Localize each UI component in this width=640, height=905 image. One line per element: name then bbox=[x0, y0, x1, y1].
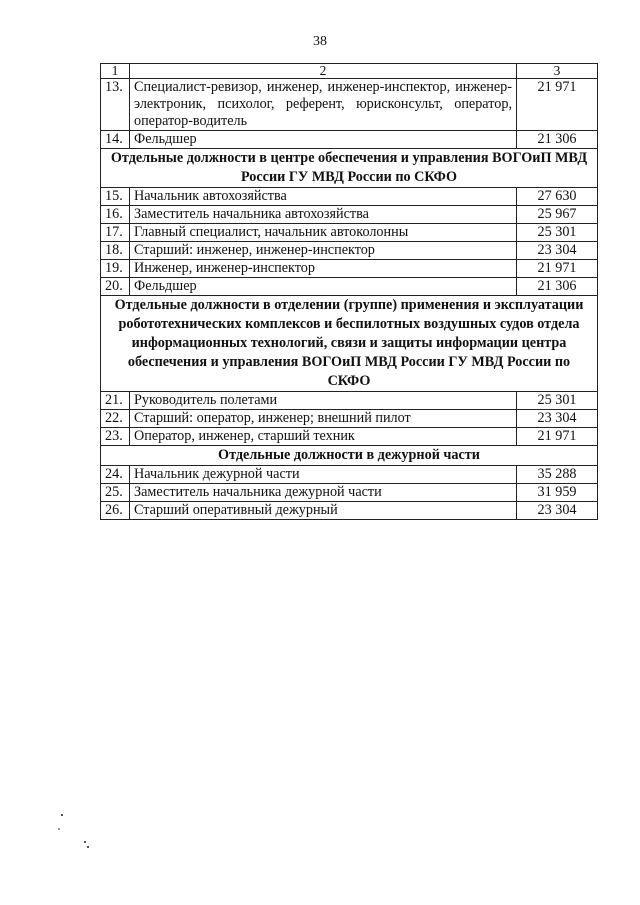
row-number: 22. bbox=[101, 410, 130, 428]
salary-value: 21 971 bbox=[517, 79, 598, 131]
table-row bbox=[101, 484, 598, 502]
table-row bbox=[101, 502, 598, 520]
scan-speck bbox=[84, 841, 86, 843]
position-title: Специалист-ревизор, инженер, инженер-инспектор, инженер-электроник, психолог, референт, юрисконсульт, оператор, оператор-водитель bbox=[130, 79, 517, 131]
position-title: Старший: инженер, инженер-инспектор bbox=[130, 242, 517, 260]
table-row bbox=[101, 410, 598, 428]
table-header-row bbox=[101, 64, 598, 79]
row-number: 15. bbox=[101, 188, 130, 206]
position-title: Заместитель начальника автохозяйства bbox=[130, 206, 517, 224]
position-title: Руководитель полетами bbox=[130, 392, 517, 410]
column-header-1: 1 bbox=[101, 64, 130, 79]
table-row bbox=[101, 278, 598, 296]
section-title: Отдельные должности в дежурной части bbox=[101, 446, 598, 466]
row-number: 17. bbox=[101, 224, 130, 242]
position-title: Фельдшер bbox=[130, 131, 517, 149]
position-title: Инженер, инженер-инспектор bbox=[130, 260, 517, 278]
page-number: 38 bbox=[313, 34, 327, 49]
section-header-row bbox=[101, 296, 598, 392]
section-title: Отдельные должности в отделении (группе) применения и эксплуатации робототехнических комплексов и беспилотных воздушных судов отдела информационных технологий, связи и защиты информации центра обеспечения и управления ВОГОиП МВД России ГУ МВД России по СКФО bbox=[101, 296, 598, 392]
salary-value: 25 301 bbox=[517, 392, 598, 410]
section-title: Отдельные должности в центре обеспечения и управления ВОГОиП МВД России ГУ МВД России по СКФО bbox=[101, 149, 598, 188]
column-header-2: 2 bbox=[130, 64, 517, 79]
salary-value: 35 288 bbox=[517, 466, 598, 484]
row-number: 21. bbox=[101, 392, 130, 410]
row-number: 24. bbox=[101, 466, 130, 484]
table-row bbox=[101, 224, 598, 242]
salary-table bbox=[100, 63, 598, 520]
salary-value: 21 971 bbox=[517, 260, 598, 278]
salary-value: 21 971 bbox=[517, 428, 598, 446]
scan-speck bbox=[58, 828, 60, 830]
position-title: Старший оперативный дежурный bbox=[130, 502, 517, 520]
salary-value: 25 967 bbox=[517, 206, 598, 224]
salary-value: 25 301 bbox=[517, 224, 598, 242]
table-row bbox=[101, 260, 598, 278]
position-title: Оператор, инженер, старший техник bbox=[130, 428, 517, 446]
table-row bbox=[101, 206, 598, 224]
position-title: Фельдшер bbox=[130, 278, 517, 296]
table-row bbox=[101, 188, 598, 206]
table-row bbox=[101, 428, 598, 446]
salary-value: 23 304 bbox=[517, 410, 598, 428]
section-header-row bbox=[101, 149, 598, 188]
row-number: 14. bbox=[101, 131, 130, 149]
table-row bbox=[101, 79, 598, 131]
row-number: 26. bbox=[101, 502, 130, 520]
scan-speck bbox=[87, 846, 89, 848]
row-number: 13. bbox=[101, 79, 130, 131]
position-title: Старший: оператор, инженер; внешний пилот bbox=[130, 410, 517, 428]
section-header-row bbox=[101, 446, 598, 466]
position-title: Начальник дежурной части bbox=[130, 466, 517, 484]
table-row bbox=[101, 466, 598, 484]
salary-value: 23 304 bbox=[517, 242, 598, 260]
salary-value: 27 630 bbox=[517, 188, 598, 206]
row-number: 18. bbox=[101, 242, 130, 260]
position-title: Главный специалист, начальник автоколонны bbox=[130, 224, 517, 242]
row-number: 25. bbox=[101, 484, 130, 502]
salary-value: 31 959 bbox=[517, 484, 598, 502]
table-row bbox=[101, 392, 598, 410]
salary-value: 23 304 bbox=[517, 502, 598, 520]
table-row bbox=[101, 131, 598, 149]
position-title: Начальник автохозяйства bbox=[130, 188, 517, 206]
row-number: 16. bbox=[101, 206, 130, 224]
row-number: 19. bbox=[101, 260, 130, 278]
column-header-3: 3 bbox=[517, 64, 598, 79]
scan-speck bbox=[61, 814, 63, 816]
row-number: 23. bbox=[101, 428, 130, 446]
row-number: 20. bbox=[101, 278, 130, 296]
position-title: Заместитель начальника дежурной части bbox=[130, 484, 517, 502]
salary-value: 21 306 bbox=[517, 131, 598, 149]
salary-value: 21 306 bbox=[517, 278, 598, 296]
table-row bbox=[101, 242, 598, 260]
